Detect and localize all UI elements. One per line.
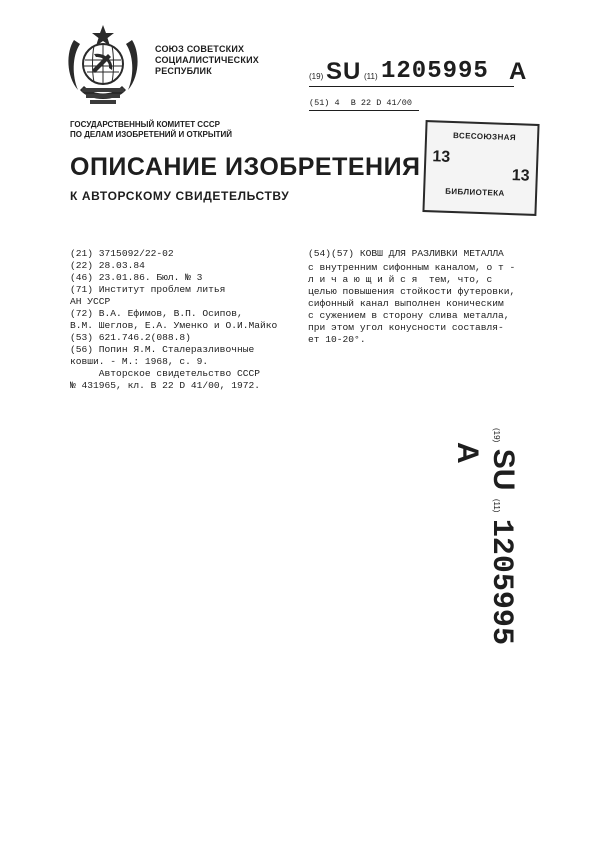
- committee-line-2: ПО ДЕЛАМ ИЗОБРЕТЕНИЙ И ОТКРЫТИЙ: [70, 130, 233, 139]
- vertical-country-code: SU: [487, 448, 520, 491]
- patent-number-line: [309, 58, 529, 88]
- kind-code: A: [509, 58, 528, 85]
- vertical-patent-number: [451, 428, 520, 668]
- patent-number: 1205995: [381, 58, 489, 85]
- biblio-line-71: (71) Институт проблем литья: [70, 284, 226, 295]
- abstract-line-3: л и ч а ю щ и й с я тем, что, с: [308, 274, 493, 285]
- biblio-line-56-cont: ковши. - М.: 1968, с. 9.: [70, 356, 209, 367]
- library-stamp: [422, 120, 539, 216]
- biblio-line-53: (53) 621.746.2(088.8): [70, 332, 191, 343]
- biblio-line-21: (21) 3715092/22-02: [70, 248, 174, 259]
- stamp-number-left: 13: [432, 148, 451, 166]
- biblio-line-72: (72) В.А. Ефимов, В.П. Осипов,: [70, 308, 243, 319]
- vertical-code-11: (11): [492, 498, 501, 513]
- committee-line-1: ГОСУДАРСТВЕННЫЙ КОМИТЕТ СССР: [70, 120, 220, 129]
- union-name-line-3: РЕСПУБЛИК: [155, 66, 212, 76]
- abstract-line-4: целью повышения стойкости футеровки,: [308, 286, 516, 297]
- stamp-word-top: ВСЕСОЮЗНАЯ: [452, 131, 517, 143]
- ipc-class: В 22 D 41/00: [350, 98, 412, 108]
- abstract-line-6: с сужением в сторону слива металла,: [308, 310, 510, 321]
- ussr-emblem-icon: [62, 22, 144, 108]
- biblio-line-72-cont: В.М. Шеглов, Е.А. Уменко и О.И.Майко: [70, 320, 278, 331]
- ipc-rule: [309, 110, 419, 111]
- stamp-word-bottom: БИБЛИОТЕКА: [445, 186, 505, 198]
- biblio-line-56-ref2-cont: № 431965, кл. В 22 D 41/00, 1972.: [70, 380, 260, 391]
- country-code: SU: [326, 58, 362, 85]
- abstract-line-8: ет 10-20°.: [308, 334, 366, 345]
- abstract-line-2: с внутренним сифонным каналом, о т -: [308, 262, 516, 273]
- biblio-line-22: (22) 28.03.84: [70, 260, 145, 271]
- vertical-code-19: (19): [492, 428, 501, 443]
- biblio-line-56: (56) Попин Я.М. Сталеразливочные: [70, 344, 255, 355]
- abstract-line-1: (54)(57) КОВШ ДЛЯ РАЗЛИВКИ МЕТАЛЛА: [308, 248, 504, 259]
- union-name-line-1: СОЮЗ СОВЕТСКИХ: [155, 44, 245, 54]
- stamp-number-right: 13: [511, 167, 530, 185]
- header-rule: [309, 86, 514, 87]
- abstract-line-5: сифонный канал выполнен коническим: [308, 298, 504, 309]
- document-subtitle: К АВТОРСКОМУ СВИДЕТЕЛЬСТВУ: [70, 189, 290, 203]
- union-name-line-2: СОЦИАЛИСТИЧЕСКИХ: [155, 55, 259, 65]
- biblio-line-71-cont: АН УССР: [70, 296, 111, 307]
- ipc-line: [309, 98, 412, 108]
- abstract-line-7: при этом угол конусности составля-: [308, 322, 504, 333]
- document-title: ОПИСАНИЕ ИЗОБРЕТЕНИЯ: [70, 153, 421, 181]
- code-11: (11): [364, 72, 378, 81]
- biblio-line-56-ref2: Авторское свидетельство СССР: [70, 368, 260, 379]
- vertical-kind-code: A: [451, 442, 484, 464]
- vertical-patent-digits: 1205995: [484, 518, 518, 645]
- biblio-line-46: (46) 23.01.86. Бюл. № 3: [70, 272, 203, 283]
- code-19: (19): [309, 72, 324, 81]
- code-51: (51) 4: [309, 98, 340, 108]
